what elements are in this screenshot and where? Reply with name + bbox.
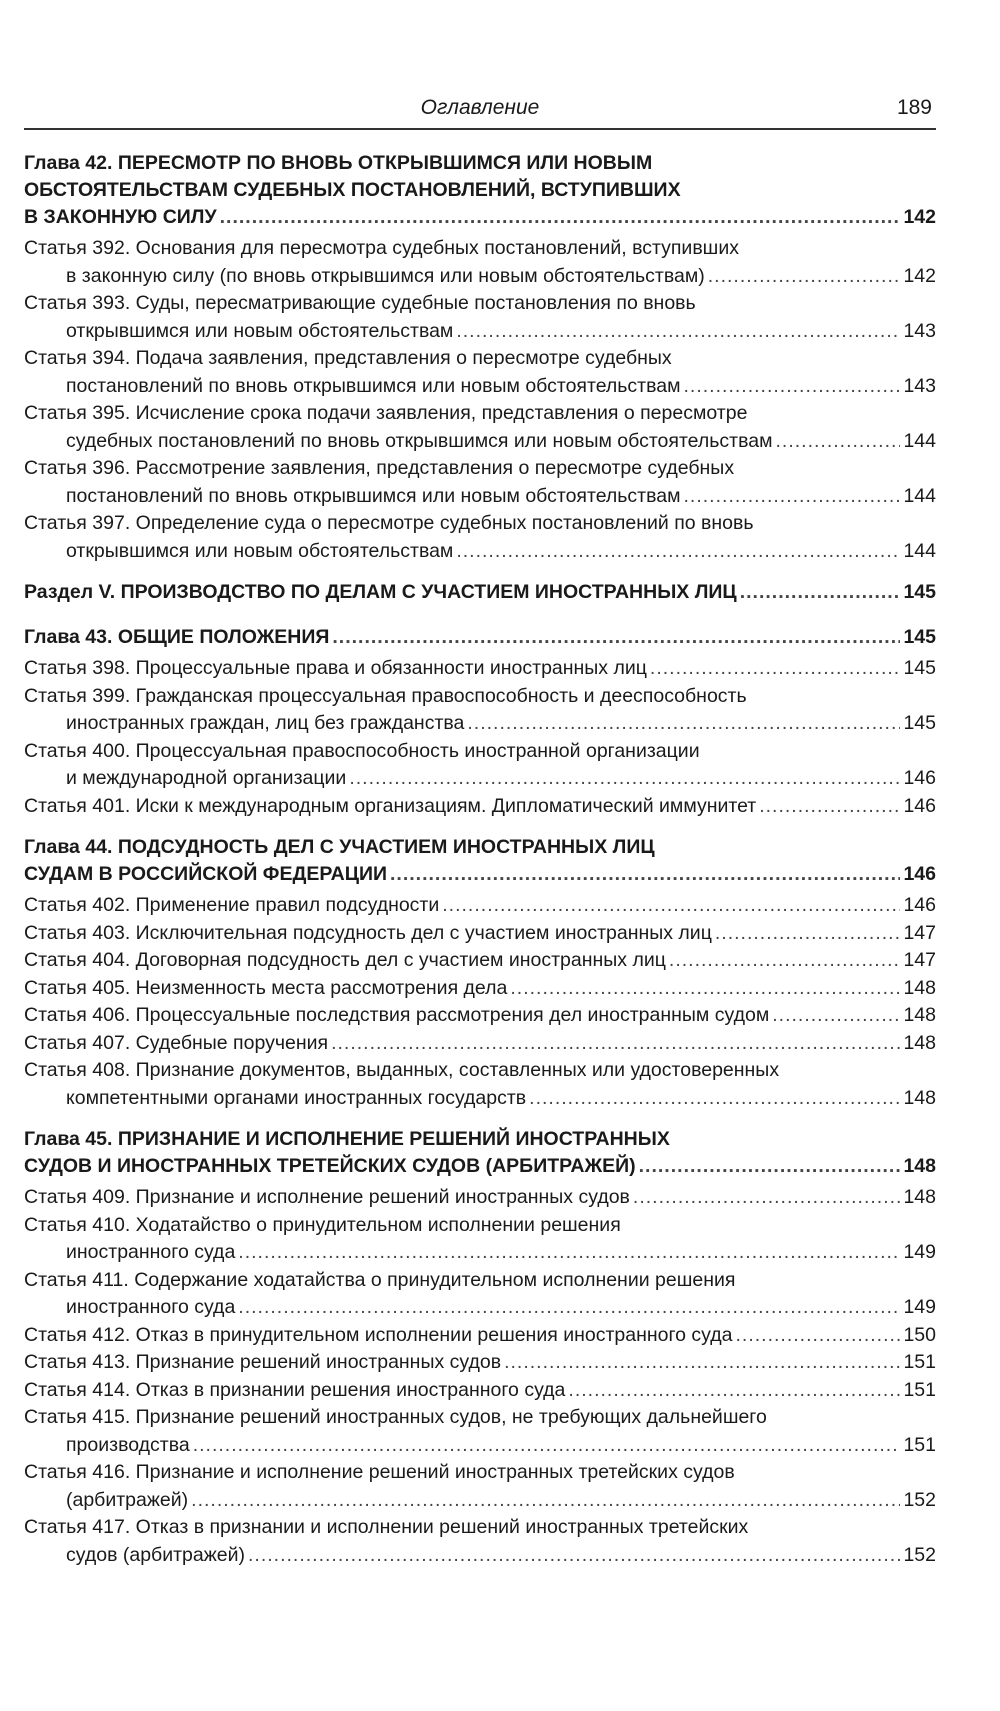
toc-entry — [24, 1267, 936, 1322]
dot-leader — [633, 1184, 901, 1212]
toc-entry-title: судов (арбитражей) — [66, 1543, 245, 1566]
header-title: Оглавление — [420, 96, 540, 119]
toc-page-number: 152 — [903, 1488, 936, 1511]
toc-page-number: 146 — [903, 894, 936, 916]
toc-entry — [24, 400, 936, 455]
toc-page-number: 142 — [903, 206, 936, 228]
toc-entry-title: Статья 412. Отказ в принудительном исполнении решения иностранного суда — [24, 1323, 733, 1346]
toc-page-number: 143 — [903, 374, 936, 397]
dot-leader — [332, 624, 900, 651]
toc-entry-title: иностранных граждан, лиц без гражданства — [66, 712, 465, 734]
toc-entry — [24, 1349, 936, 1377]
dot-leader — [735, 1322, 900, 1350]
toc-entry-title: Статья 413. Признание решений иностранных судов — [24, 1351, 502, 1373]
toc-page-number: 146 — [903, 863, 936, 885]
toc-entry-line: Статья 400. Процессуальная правоспособность иностранной организации — [24, 739, 700, 762]
toc-entry-title: судебных постановлений по вновь открывшимся или новым обстоятельствам — [66, 429, 773, 452]
toc-entry-title: Статья 401. Иски к международным организациям. Дипломатический иммунитет — [24, 794, 757, 817]
dot-leader — [639, 1153, 901, 1180]
toc-page-number: 151 — [903, 1378, 936, 1401]
toc-entry — [24, 510, 936, 565]
toc-entry-title: (арбитражей) — [66, 1488, 189, 1511]
toc-entry — [24, 1212, 936, 1267]
toc-page-number: 148 — [903, 1186, 936, 1208]
dot-leader — [248, 1542, 900, 1570]
toc-page-number: 147 — [903, 949, 936, 971]
dot-leader — [349, 765, 900, 793]
table-of-contents — [24, 150, 936, 1569]
toc-page-number: 149 — [903, 1241, 936, 1263]
dot-leader — [708, 263, 901, 291]
toc-page-number: 145 — [903, 626, 936, 648]
toc-entry-title: компетентными органами иностранных государств — [66, 1086, 527, 1109]
toc-page-number: 151 — [903, 1351, 936, 1373]
toc-heading — [24, 834, 936, 888]
toc-heading — [24, 1126, 936, 1180]
dot-leader — [193, 1432, 901, 1460]
toc-heading-title: Раздел V. ПРОИЗВОДСТВО ПО ДЕЛАМ С УЧАСТИЕМ ИНОСТРАННЫХ ЛИЦ — [24, 581, 737, 603]
toc-entry-title: иностранного суда — [66, 1241, 236, 1263]
dot-leader — [456, 318, 900, 346]
toc-entry-title: постановлений по вновь открывшимся или новым обстоятельствам — [66, 484, 681, 507]
toc-page-number: 143 — [903, 319, 936, 342]
toc-page-number: 148 — [903, 1155, 936, 1177]
running-header — [24, 96, 936, 130]
toc-entry — [24, 1404, 936, 1459]
dot-leader — [331, 1030, 900, 1058]
dot-leader — [390, 861, 900, 888]
toc-entry — [24, 975, 936, 1003]
toc-entry — [24, 455, 936, 510]
dot-leader — [684, 483, 901, 511]
toc-entry — [24, 1459, 936, 1514]
dot-leader — [510, 975, 900, 1003]
dot-leader — [776, 428, 901, 456]
dot-leader — [759, 793, 900, 821]
toc-entry-line: Статья 417. Отказ в признании и исполнении решений иностранных третейских — [24, 1516, 749, 1538]
toc-entry-title: Статья 398. Процессуальные права и обязанности иностранных лиц — [24, 657, 647, 679]
toc-entry — [24, 235, 936, 290]
toc-entry-line: Статья 396. Рассмотрение заявления, представления о пересмотре судебных — [24, 457, 735, 479]
toc-entry-title: открывшимся или новым обстоятельствам — [66, 319, 454, 342]
toc-entry-line: Статья 415. Признание решений иностранных судов, не требующих дальнейшего — [24, 1406, 767, 1428]
toc-entry-line: Статья 393. Суды, пересматривающие судебные постановления по вновь — [24, 292, 696, 314]
toc-heading — [24, 150, 936, 231]
toc-entry — [24, 1030, 936, 1058]
dot-leader — [684, 373, 901, 401]
toc-entry — [24, 892, 936, 920]
toc-entry — [24, 920, 936, 948]
toc-entry-line: Статья 392. Основания для пересмотра судебных постановлений, вступивших — [24, 237, 739, 259]
toc-page-number: 148 — [903, 976, 936, 999]
toc-page-number: 142 — [903, 264, 936, 287]
dot-leader — [191, 1487, 900, 1515]
toc-page-number: 146 — [903, 767, 936, 789]
toc-entry-line: Статья 408. Признание документов, выданных, составленных или удостоверенных — [24, 1059, 780, 1081]
dot-leader — [442, 892, 900, 920]
dot-leader — [772, 1002, 900, 1030]
toc-entry-title: Статья 407. Судебные поручения — [24, 1031, 329, 1054]
toc-entry — [24, 947, 936, 975]
dot-leader — [467, 710, 900, 738]
dot-leader — [669, 947, 901, 975]
toc-heading — [24, 624, 936, 651]
toc-heading-line: Глава 42. ПЕРЕСМОТР ПО ВНОВЬ ОТКРЫВШИМСЯ ИЛИ НОВЫМ — [24, 152, 653, 174]
toc-heading — [24, 579, 936, 606]
toc-entry-title: Статья 405. Неизменность места рассмотрения дела — [24, 976, 508, 999]
toc-entry-title: производства — [66, 1433, 190, 1456]
toc-entry — [24, 1322, 936, 1350]
dot-leader — [568, 1377, 900, 1405]
toc-entry-line: Статья 416. Признание и исполнение решений иностранных третейских судов — [24, 1461, 735, 1483]
toc-heading-title: СУДОВ И ИНОСТРАННЫХ ТРЕТЕЙСКИХ СУДОВ (АРБИТРАЖЕЙ) — [24, 1155, 636, 1177]
toc-entry — [24, 655, 936, 683]
toc-page-number: 144 — [903, 539, 936, 562]
toc-entry — [24, 738, 936, 793]
dot-leader — [715, 920, 901, 948]
dot-leader — [456, 538, 900, 566]
toc-page-number: 149 — [903, 1296, 936, 1318]
toc-entry — [24, 683, 936, 738]
page-number: 189 — [896, 96, 932, 119]
toc-page-number: 145 — [903, 712, 936, 734]
toc-entry-line: Статья 399. Гражданская процессуальная правоспособность и дееспособность — [24, 684, 747, 707]
toc-page-number: 147 — [903, 921, 936, 944]
toc-entry-title: открывшимся или новым обстоятельствам — [66, 539, 454, 562]
toc-heading-line: Глава 45. ПРИЗНАНИЕ И ИСПОЛНЕНИЕ РЕШЕНИЙ ИНОСТРАННЫХ — [24, 1128, 670, 1150]
toc-entry-title: постановлений по вновь открывшимся или новым обстоятельствам — [66, 374, 681, 397]
toc-page-number: 145 — [903, 657, 936, 679]
toc-entry-title: Статья 403. Исключительная подсудность дел с участием иностранных лиц — [24, 921, 712, 944]
toc-entry — [24, 345, 936, 400]
toc-page-number: 144 — [903, 429, 936, 452]
toc-entry-title: Статья 414. Отказ в признании решения иностранного суда — [24, 1378, 566, 1401]
toc-entry-line: Статья 397. Определение суда о пересмотре судебных постановлений по вновь — [24, 512, 754, 534]
toc-entry-title: Статья 402. Применение правил подсудности — [24, 894, 440, 916]
toc-entry-line: Статья 395. Исчисление срока подачи заявления, представления о пересмотре — [24, 402, 748, 424]
toc-entry — [24, 793, 936, 821]
toc-page-number: 148 — [903, 1086, 936, 1109]
toc-page-number: 151 — [903, 1433, 936, 1456]
dot-leader — [220, 204, 901, 231]
toc-page-number: 148 — [903, 1004, 936, 1026]
toc-entry-title: и международной организации — [66, 767, 347, 789]
toc-entry-title: иностранного суда — [66, 1296, 236, 1318]
toc-entry-title: Статья 409. Признание и исполнение решений иностранных судов — [24, 1186, 630, 1208]
toc-page-number: 150 — [903, 1323, 936, 1346]
toc-heading-title: СУДАМ В РОССИЙСКОЙ ФЕДЕРАЦИИ — [24, 863, 387, 885]
toc-entry-line: Статья 410. Ходатайство о принудительном исполнении решения — [24, 1213, 621, 1236]
toc-entry — [24, 1514, 936, 1569]
toc-heading-title: В ЗАКОННУЮ СИЛУ — [24, 206, 217, 228]
dot-leader — [504, 1349, 900, 1377]
toc-entry-title: Статья 404. Договорная подсудность дел с участием иностранных лиц — [24, 949, 666, 971]
toc-page-number: 152 — [903, 1543, 936, 1566]
toc-page-number: 146 — [903, 794, 936, 817]
toc-page-number: 148 — [903, 1031, 936, 1054]
dot-leader — [238, 1239, 900, 1267]
toc-heading-line: Глава 44. ПОДСУДНОСТЬ ДЕЛ С УЧАСТИЕМ ИНОСТРАННЫХ ЛИЦ — [24, 836, 655, 858]
toc-entry — [24, 1377, 936, 1405]
toc-page-number: 144 — [903, 484, 936, 507]
toc-entry — [24, 1184, 936, 1212]
toc-entry-line: Статья 411. Содержание ходатайства о принудительном исполнении решения — [24, 1268, 736, 1291]
toc-entry-title: в законную силу (по вновь открывшимся или новым обстоятельствам) — [66, 264, 705, 287]
dot-leader — [238, 1294, 900, 1322]
toc-heading-line: ОБСТОЯТЕЛЬСТВАМ СУДЕБНЫХ ПОСТАНОВЛЕНИЙ, ВСТУПИВШИХ — [24, 179, 681, 201]
toc-entry — [24, 1002, 936, 1030]
toc-page-number: 145 — [903, 581, 936, 603]
toc-heading-title: Глава 43. ОБЩИЕ ПОЛОЖЕНИЯ — [24, 626, 330, 648]
dot-leader — [740, 579, 901, 606]
dot-leader — [650, 655, 901, 683]
dot-leader — [529, 1085, 900, 1113]
toc-entry-line: Статья 394. Подача заявления, представления о пересмотре судебных — [24, 347, 672, 369]
toc-entry-title: Статья 406. Процессуальные последствия рассмотрения дел иностранным судом — [24, 1004, 770, 1026]
toc-entry — [24, 290, 936, 345]
toc-entry — [24, 1057, 936, 1112]
